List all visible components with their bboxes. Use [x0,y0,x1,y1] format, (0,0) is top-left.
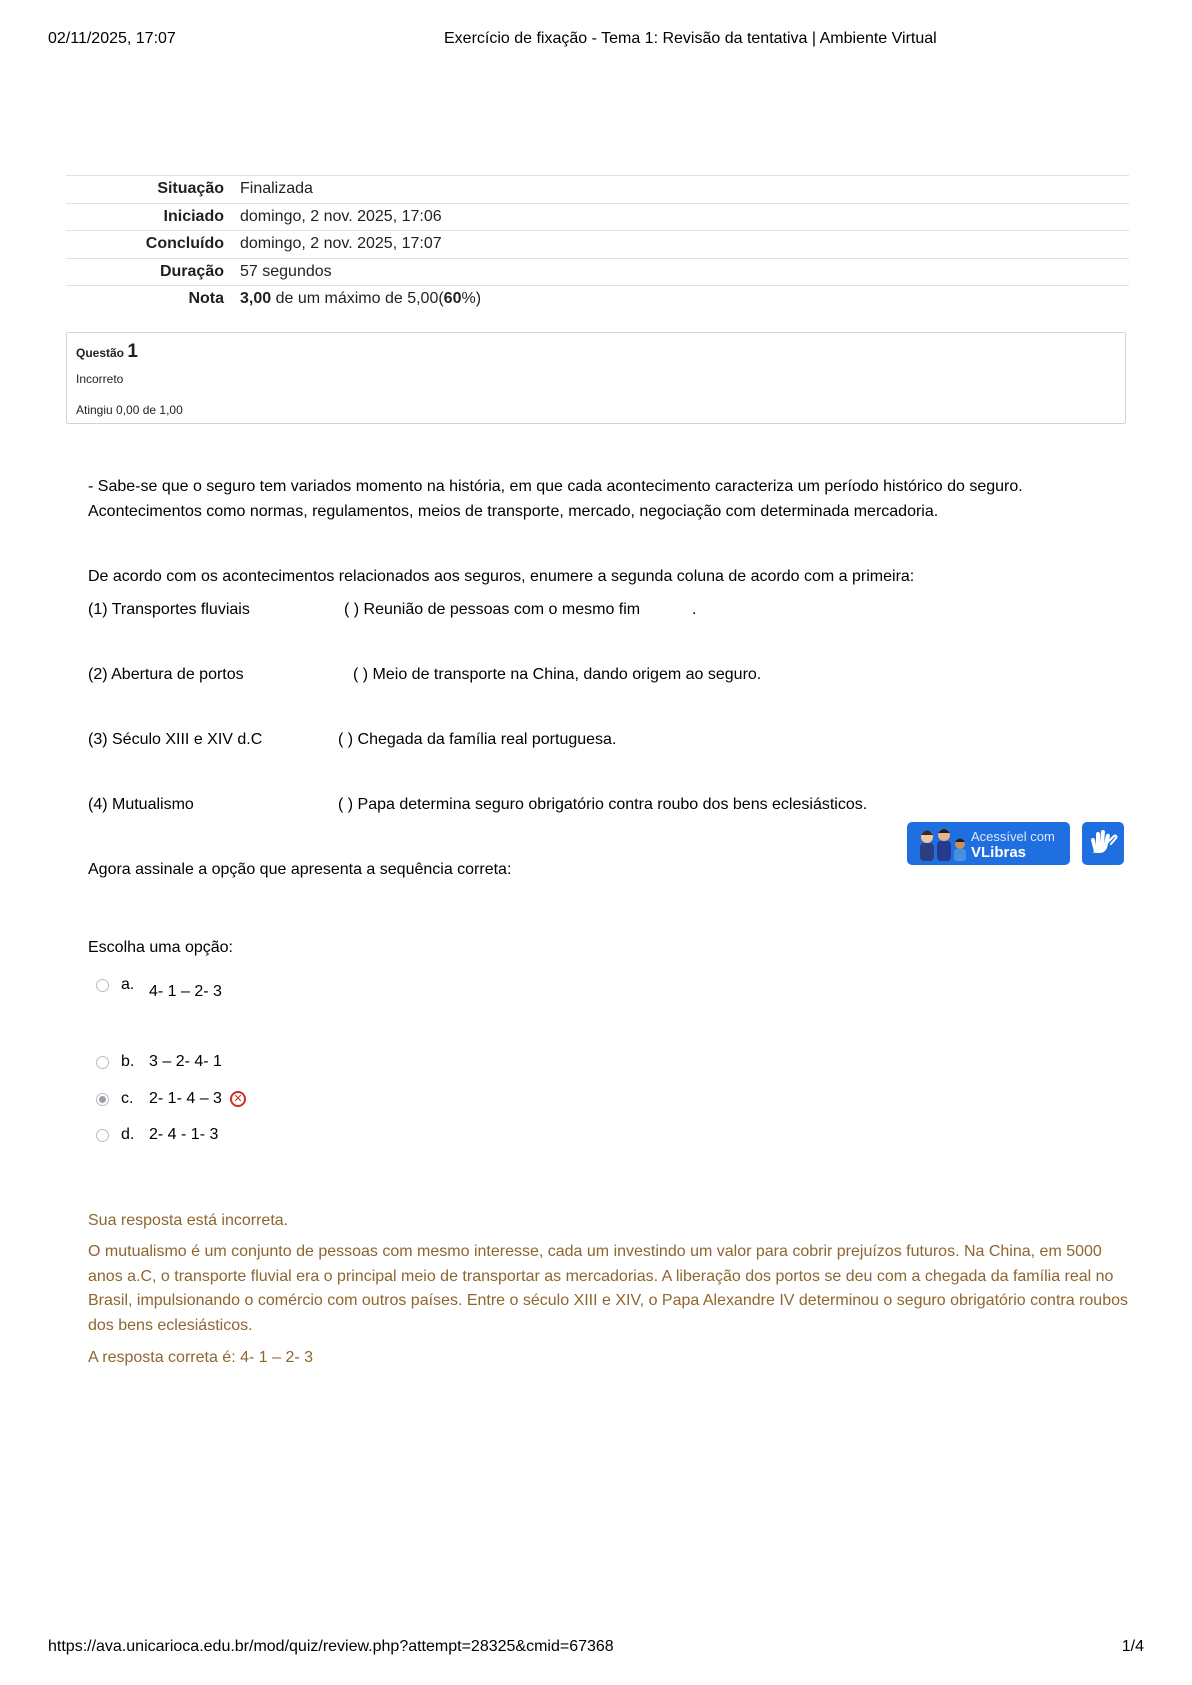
question-prompt: Agora assinale a opção que apresenta a sequência correta: [88,861,512,878]
feedback-status: Sua resposta está incorreta. [88,1212,289,1229]
radio-button-selected[interactable] [96,1093,109,1106]
pair-left-2: (2) Abertura de portos [88,666,244,683]
print-page-title: Exercício de fixação - Tema 1: Revisão da tentativa | Ambiente Virtual [444,30,937,47]
option-value: 2- 4 - 1- 3 [149,1126,219,1143]
pair-right-4: ( ) Papa determina seguro obrigatório contra roubo dos bens eclesiásticos. [338,796,868,813]
option-value: 4- 1 – 2- 3 [149,983,222,1000]
pair-right-3: ( ) Chegada da família real portuguesa. [338,731,617,748]
pair-left-3: (3) Século XIII e XIV d.C [88,731,263,748]
option-letter: c. [121,1090,134,1107]
question-info-box [66,332,1126,424]
attempt-summary-table [66,175,1129,313]
summary-value [240,286,1129,313]
print-footer [48,1638,1144,1660]
option-value: 3 – 2- 4- 1 [149,1053,222,1070]
option-letter: a. [121,976,135,993]
summary-label: Duração [159,262,224,280]
summary-row-concluido [66,231,1129,259]
vlibras-avatars-icon [915,827,973,861]
vlibras-line-1: Acessível com [971,829,1055,844]
radio-button[interactable] [96,1056,109,1069]
summary-row-situacao [66,176,1129,204]
sign-language-hands-icon [1082,822,1124,865]
option-letter: b. [121,1053,135,1070]
vlibras-line-2: VLibras [971,844,1027,861]
print-url: https://ava.unicarioca.edu.br/mod/quiz/review.php?attempt=28325&cmid=67368 [48,1638,614,1655]
summary-row-nota [66,286,1129,313]
question-intro-line-1: - Sabe-se que o seguro tem variados momento na história, em que cada acontecimento caracteriza um período histórico do seguro. [88,478,1023,495]
pair-left-4: (4) Mutualismo [88,796,194,813]
summary-value: Finalizada [240,180,313,198]
question-number-heading [76,341,1116,363]
radio-button[interactable] [96,1129,109,1142]
summary-row-iniciado [66,203,1129,231]
pair-right-1-trail: . [692,601,697,618]
summary-label: Nota [188,290,224,308]
grade-percent: 60 [443,290,462,308]
print-header [48,30,1144,52]
question-grade: Atingiu 0,00 de 1,00 [76,403,183,417]
summary-value: 57 segundos [240,262,332,280]
feedback-correct-answer: A resposta correta é: 4- 1 – 2- 3 [88,1349,314,1366]
summary-label: Concluído [145,235,224,253]
question-instruction: De acordo com os acontecimentos relacionados aos seguros, enumere a segunda coluna de acordo com a primeira: [88,568,915,585]
incorrect-icon: ✕ [230,1091,246,1107]
print-datetime: 02/11/2025, 17:07 [48,30,176,47]
vlibras-hands-button[interactable] [1082,822,1124,865]
question-number: 1 [127,341,138,362]
question-label: Questão [76,346,125,360]
grade-score: 3,00 [240,290,272,308]
print-page-number: 1/4 [1121,1638,1144,1655]
vlibras-badge[interactable] [907,822,1070,865]
summary-label: Situação [157,180,224,198]
summary-label: Iniciado [163,207,224,225]
pair-left-1: (1) Transportes fluviais [88,601,250,618]
grade-percent-suffix: %) [461,290,482,308]
option-letter: d. [121,1126,135,1143]
pair-right-2: ( ) Meio de transporte na China, dando origem ao seguro. [353,666,762,683]
choose-option-label: Escolha uma opção: [88,939,233,956]
summary-row-duracao [66,258,1129,286]
radio-button[interactable] [96,979,109,992]
question-state: Incorreto [76,372,124,386]
summary-value: domingo, 2 nov. 2025, 17:07 [240,235,442,253]
option-value: 2- 1- 4 – 3 [149,1090,222,1107]
summary-value: domingo, 2 nov. 2025, 17:06 [240,207,442,225]
pair-right-1: ( ) Reunião de pessoas com o mesmo fim [344,601,641,618]
grade-max-text: de um máximo de 5,00( [271,290,444,308]
feedback-explanation: O mutualismo é um conjunto de pessoas com mesmo interesse, cada um investindo um valor para cobrir prejuízos futuros. Na China, em 5000 anos a.C, o transporte fluvial era o principal meio de transportar as mercadorias. A liberação dos portos se deu com a chegada da família real no Brasil, impulsionando o comércio com outros países. Entre o século XIII e XIV, o Papa Alexandre IV determinou o seguro obrigatório contra roubos dos bens eclesiásticos. [88,1243,1128,1334]
question-intro-line-2: Acontecimentos como normas, regulamentos, meios de transporte, mercado, negociação com determinada mercadoria. [88,503,939,520]
